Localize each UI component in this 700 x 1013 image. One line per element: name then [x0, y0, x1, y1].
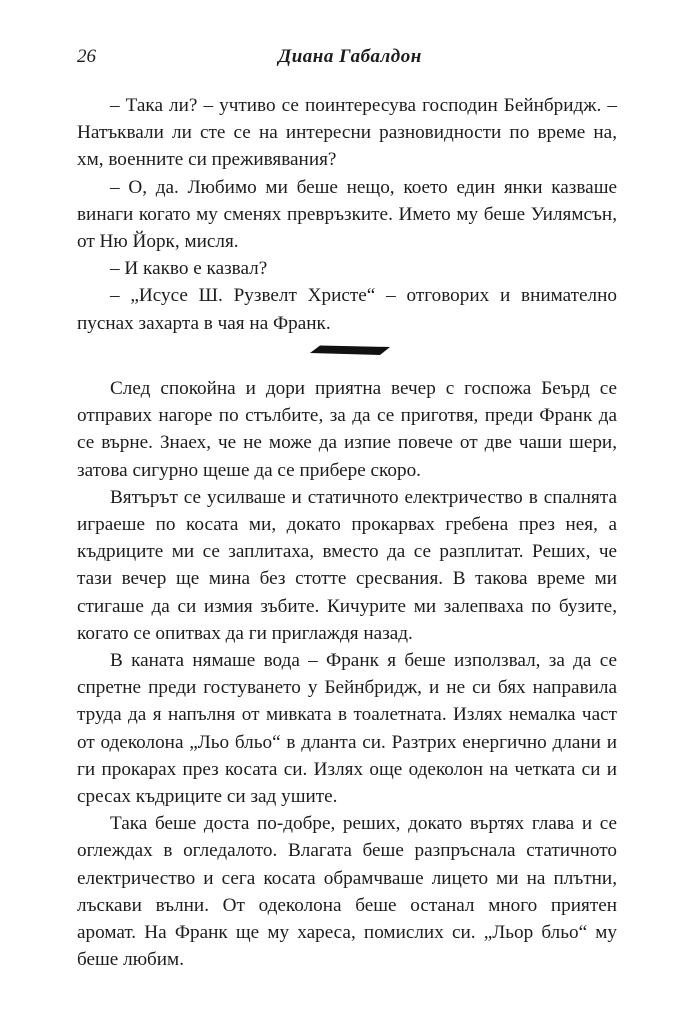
dialogue-paragraph: – О, да. Любимо ми беше нещо, което един янки казваше винаги когато му сменях превръзките. Името му беше Уилямсън, от Ню Йорк, мисля.	[77, 176, 617, 253]
dialogue-section	[77, 92, 617, 337]
section-break-ornament-icon	[310, 344, 390, 356]
narrative-section	[77, 375, 617, 973]
dialogue-paragraph: – „Исусе Ш. Рузвелт Христе“ – отговорих и внимателно пуснах захарта в чая на Франк.	[77, 285, 617, 334]
narrative-paragraph: Вятърът се усилваше и статичното електричество в спалнята играеше по косата ми, докато прокарвах гребена през нея, а къдриците ми се заплитаха, вместо да се разплитат. Реших, че тази вечер ще мина без стотте сресвания. В такова време ми стигаше да си измия зъбите. Кичурите ми залепваха по бузите, когато се опитвах да ги приглаждя назад.	[77, 486, 617, 644]
page-number: 26	[77, 46, 96, 67]
dialogue-paragraph: – Така ли? – учтиво се поинтересува господин Бейнбридж. – Натъквали ли сте се на интересни разновидности по време на, хм, военните си преживявания?	[77, 95, 617, 171]
narrative-paragraph: Така беше доста по-добре, реших, докато въртях глава и се оглеждах в огледалото. Влагата беше разпръснала статичното електричество и сега косата обрамчваше лицето ми на плътни, лъскави вълни. От одеколона беше останал много приятен аромат. На Франк ще му хареса, помислих си. „Льор бльо“ му беше любим.	[77, 813, 617, 971]
narrative-paragraph: В каната нямаше вода – Франк я беше използвал, за да се спретне преди гостуването у Бейнбридж, и не си бях направила труда да я напълня от мивката в тоалетната. Излях немалка част от одеколона „Льо бльо“ в дланта си. Разтрих енергично длани и ги прокарах през косата си. Излях още одеколон на четката си и сресах къдриците си зад ушите.	[77, 650, 617, 808]
running-header-author: Диана Габалдон	[278, 46, 422, 67]
dialogue-paragraph: – И какво е казвал?	[110, 258, 268, 280]
narrative-paragraph: След спокойна и дори приятна вечер с госпожа Беърд се отправих нагоре по стълбите, за да се приготвя, преди Франк да се върне. Знаех, че не може да изпие повече от две чаши шери, затова сигурно щеше да се прибере скоро.	[77, 378, 617, 481]
